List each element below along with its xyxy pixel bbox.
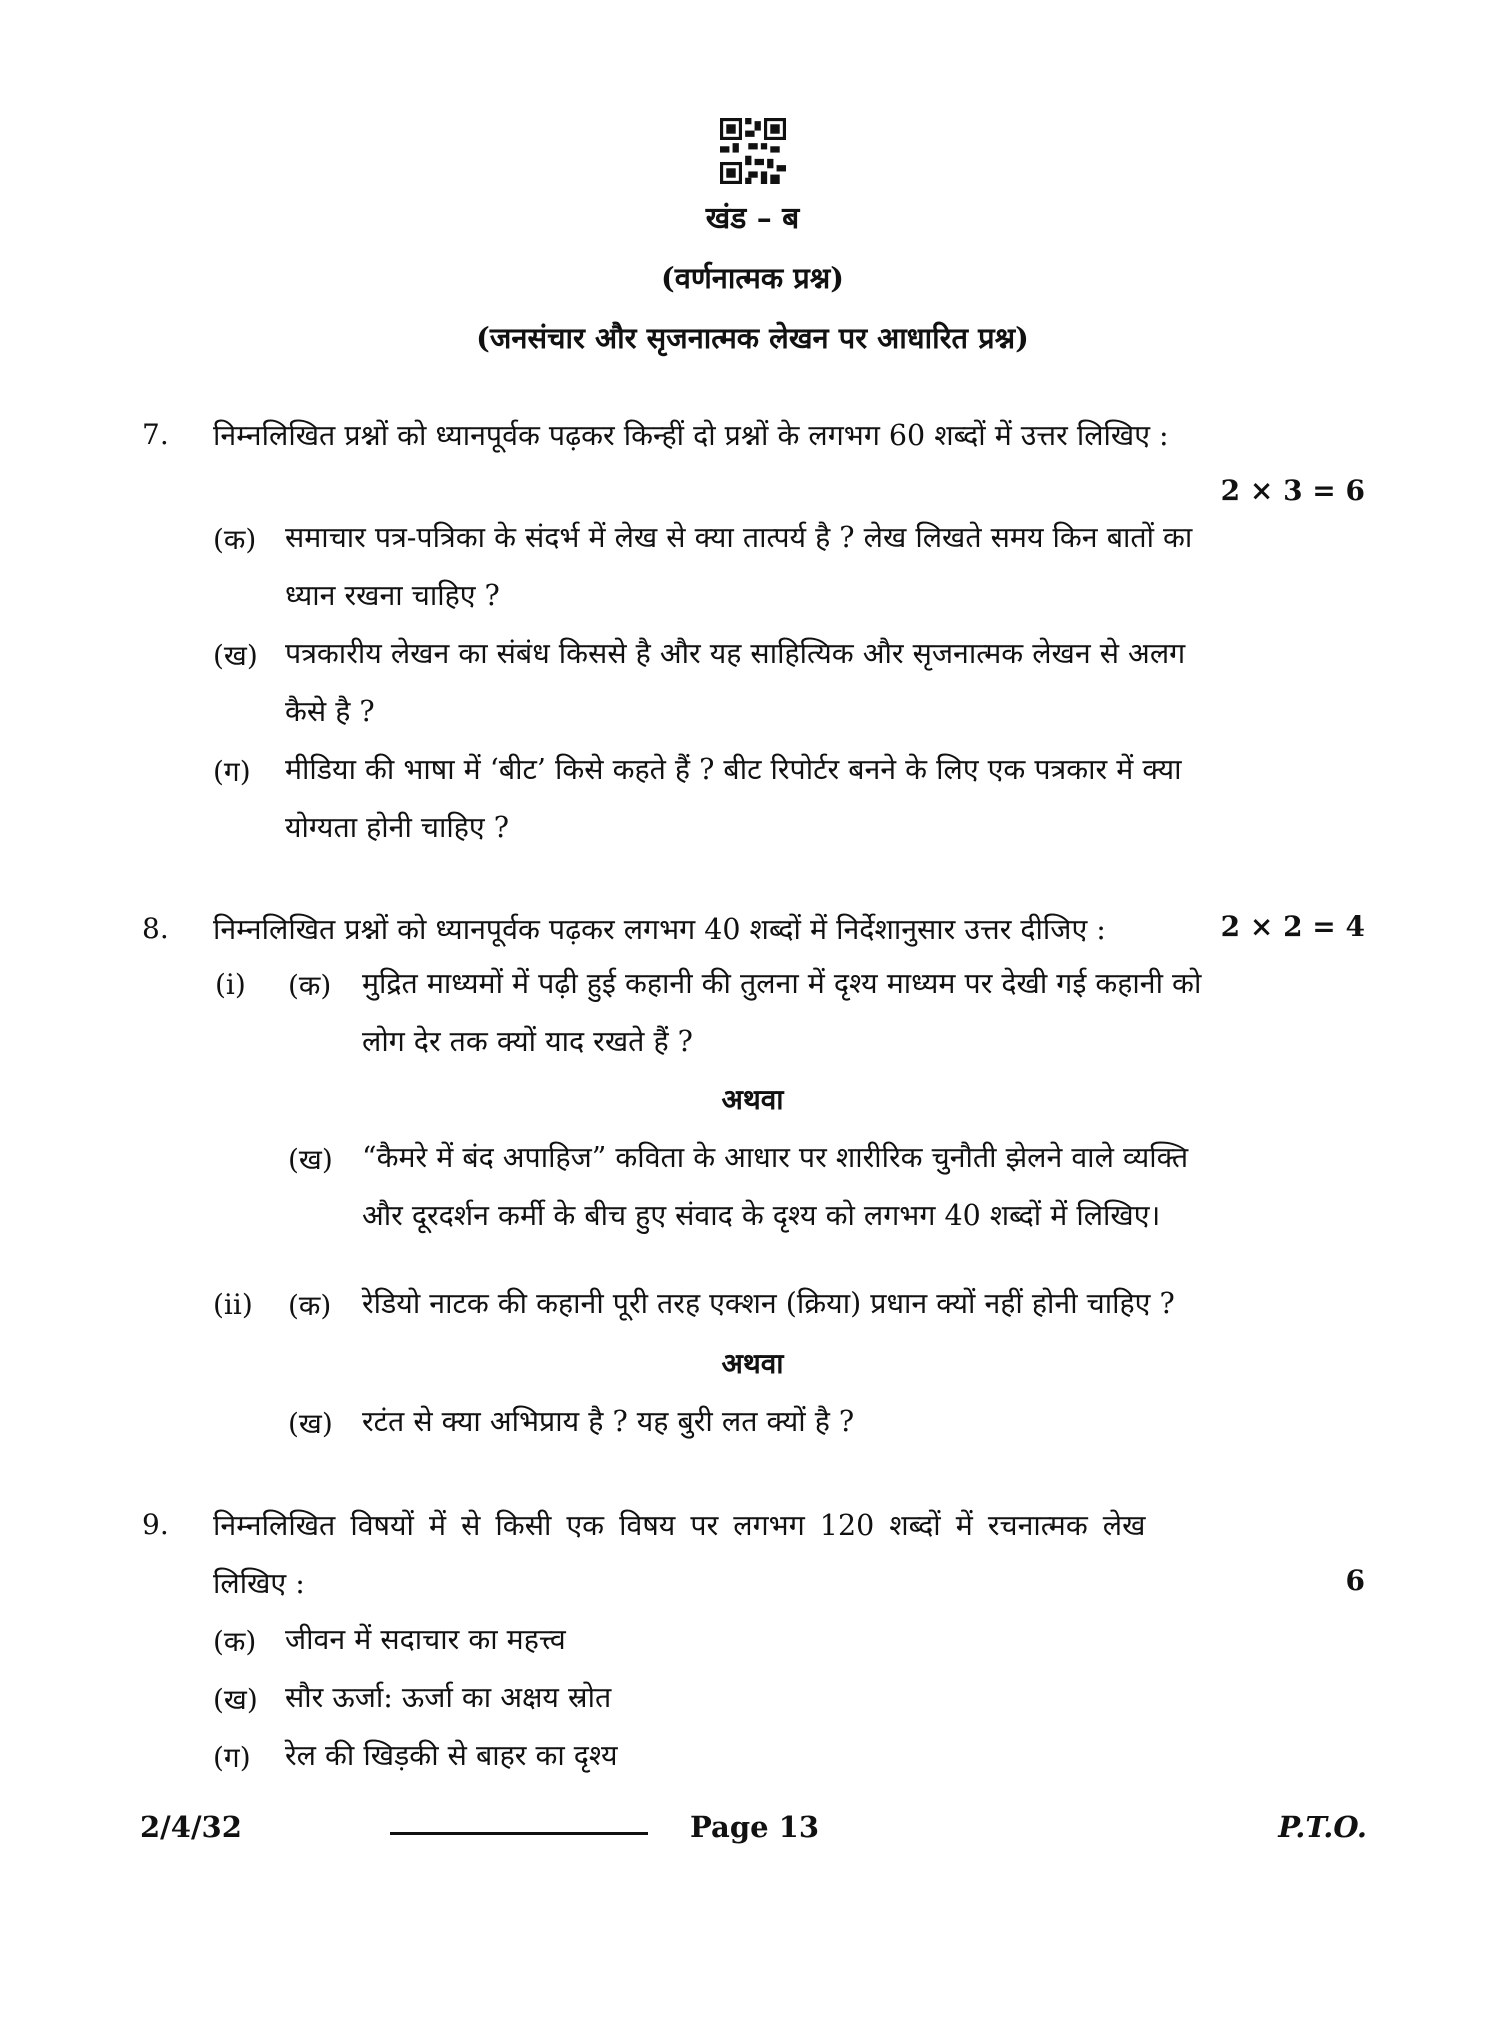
- question-7-number: 7.: [142, 418, 169, 451]
- footer-divider: [390, 1832, 648, 1835]
- paper-code: 2/4/32: [140, 1810, 242, 1844]
- question-9-marks: 6: [1345, 1564, 1365, 1597]
- question-7-option-label: (ख): [213, 639, 258, 672]
- section-subtitle: (वर्णनात्मक प्रश्न): [660, 261, 844, 295]
- question-8-option-label: (ख): [288, 1407, 333, 1440]
- question-8-part-label: (i): [215, 968, 246, 1001]
- question-9-stem: लिखिए :: [213, 1567, 305, 1600]
- section-title: खंड – ब: [705, 201, 800, 236]
- question-9-option-label: (क): [213, 1625, 257, 1658]
- question-7-option-text: योग्यता होनी चाहिए ?: [285, 811, 510, 844]
- question-9-stem: निम्नलिखित विषयों में से किसी एक विषय पर लगभग 120 शब्दों में रचनात्मक लेख: [213, 1509, 1146, 1542]
- qr-code-icon: [720, 118, 786, 184]
- question-7-option-text: मीडिया की भाषा में ‘बीट’ किसे कहते हैं ? बीट रिपोर्टर बनने के लिए एक पत्रकार में क्या: [285, 753, 1182, 786]
- question-7-marks: 2 × 3 = 6: [1220, 474, 1365, 507]
- question-9-option-text: रेल की खिड़की से बाहर का दृश्य: [285, 1739, 618, 1772]
- question-7-option-text: कैसे है ?: [285, 695, 375, 728]
- or-separator: अथवा: [721, 1347, 784, 1380]
- question-9-option-label: (ग): [213, 1741, 251, 1774]
- question-7-option-text: पत्रकारीय लेखन का संबंध किससे है और यह साहित्यिक और सृजनात्मक लेखन से अलग: [285, 637, 1186, 670]
- question-8-stem: निम्नलिखित प्रश्नों को ध्यानपूर्वक पढ़कर लगभग 40 शब्दों में निर्देशानुसार उत्तर दीजिए :: [213, 913, 1106, 946]
- question-8-option-text: रटंत से क्या अभिप्राय है ? यह बुरी लत क्यों है ?: [362, 1405, 855, 1438]
- question-9-option-text: जीवन में सदाचार का महत्त्व: [285, 1623, 566, 1656]
- question-7-option-text: समाचार पत्र-पत्रिका के संदर्भ में लेख से क्या तात्पर्य है ? लेख लिखते समय किन बातों का: [285, 521, 1193, 554]
- or-separator: अथवा: [721, 1083, 784, 1116]
- question-7-stem: निम्नलिखित प्रश्नों को ध्यानपूर्वक पढ़कर किन्हीं दो प्रश्नों के लगभग 60 शब्दों में उत्तर लिखिए :: [213, 419, 1169, 452]
- page-number: Page 13: [690, 1810, 819, 1844]
- question-9-option-text: सौर ऊर्जा: ऊर्जा का अक्षय स्रोत: [285, 1681, 612, 1714]
- question-9-option-label: (ख): [213, 1683, 258, 1716]
- question-8-option-label: (क): [288, 969, 332, 1002]
- question-8-number: 8.: [142, 912, 169, 945]
- question-7-option-label: (क): [213, 523, 257, 556]
- question-8-option-text: रेडियो नाटक की कहानी पूरी तरह एक्शन (क्रिया) प्रधान क्यों नहीं होनी चाहिए ?: [362, 1287, 1175, 1320]
- question-7-option-text: ध्यान रखना चाहिए ?: [285, 579, 500, 612]
- please-turn-over: P.T.O.: [1278, 1810, 1367, 1844]
- question-8-option-label: (क): [288, 1289, 332, 1322]
- question-8-option-text: मुद्रित माध्यमों में पढ़ी हुई कहानी की तुलना में दृश्य माध्यम पर देखी गई कहानी को: [362, 967, 1202, 1000]
- question-8-option-text: लोग देर तक क्यों याद रखते हैं ?: [362, 1025, 693, 1058]
- question-8-marks: 2 × 2 = 4: [1220, 910, 1365, 943]
- question-8-part-label: (ii): [213, 1288, 253, 1321]
- question-9-number: 9.: [142, 1508, 169, 1541]
- question-8-option-text: “कैमरे में बंद अपाहिज” कविता के आधार पर शारीरिक चुनौती झेलने वाले व्यक्ति: [362, 1141, 1189, 1174]
- question-8-option-label: (ख): [288, 1143, 333, 1176]
- section-description: (जनसंचार और सृजनात्मक लेखन पर आधारित प्रश्न): [476, 321, 1029, 355]
- question-7-option-label: (ग): [213, 755, 251, 788]
- question-8-option-text: और दूरदर्शन कर्मी के बीच हुए संवाद के दृश्य को लगभग 40 शब्दों में लिखिए।: [362, 1199, 1161, 1232]
